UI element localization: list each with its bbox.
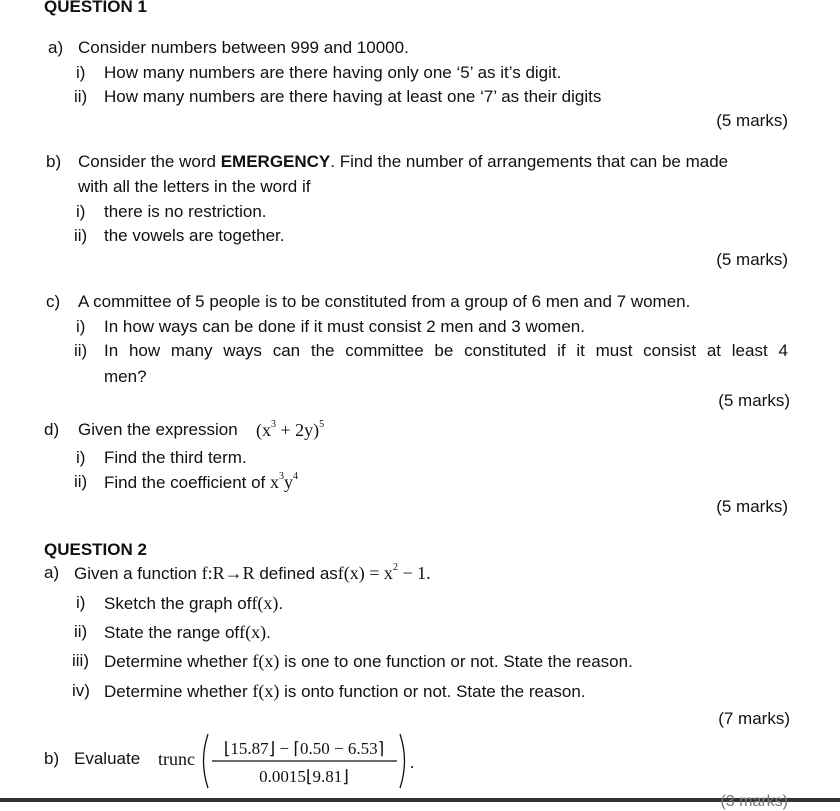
q2a-iii-words: Determine whether (104, 652, 248, 671)
q1c-ii-text (104, 341, 788, 361)
q2a-iv-text (104, 681, 586, 702)
q1d-ii-words: Find the coefficient of (104, 473, 266, 492)
q1a-i-label: i) (76, 63, 86, 82)
q2a-iv-label: iv) (72, 681, 90, 700)
q1c-ii-word: In (104, 341, 119, 360)
term-y: y (284, 472, 294, 492)
q1c-ii-word: must (595, 341, 633, 360)
q1b-text-pre: Consider the word (78, 152, 216, 171)
q1b-word: EMERGENCY (220, 152, 331, 171)
fraction-end: . (410, 753, 415, 772)
expr-mid: + 2y) (276, 420, 320, 440)
term-x-exponent: 3 (279, 471, 285, 482)
q1c-ii-word: consist (643, 341, 697, 360)
q2a-i-label: i) (76, 593, 86, 612)
q2a-i-math: f(x) (251, 593, 279, 613)
q2b-trunc: trunc (158, 749, 195, 769)
q2a-iv-end: is onto function or not. State the reason. (284, 682, 586, 701)
q1d-ii-text (104, 472, 298, 493)
q2a-text-pre: Given a function (74, 564, 197, 583)
expr-exponent-3: 3 (271, 419, 276, 430)
q1d-label: d) (44, 420, 60, 439)
q2a-function: f:R→R (201, 563, 255, 583)
q2b-fraction (198, 730, 423, 792)
q1d-ii-label: ii) (74, 472, 88, 491)
q1c-ii-word: it (576, 341, 585, 360)
q2a-ii-label: ii) (74, 622, 88, 641)
right-paren (400, 734, 405, 788)
page-bottom-rule (0, 798, 840, 802)
q2b-label: b) (44, 749, 60, 768)
q1c-ii-word: be (434, 341, 454, 360)
q2a-ii-words: State the range of (104, 623, 240, 642)
q2a-text-mid: defined as (259, 564, 338, 583)
term-x: x (270, 472, 280, 492)
q1b-ii-label: ii) (74, 226, 88, 245)
q2a-iv-words: Determine whether (104, 682, 248, 701)
q1b-text (78, 152, 728, 172)
q1d-marks: (5 marks) (716, 497, 788, 516)
q1b-i-text: there is no restriction. (104, 202, 267, 221)
q1c-label: c) (46, 292, 61, 311)
q1d-ii-term (270, 472, 298, 492)
q1a-ii-label: ii) (74, 87, 88, 106)
q1c-ii-word: ways (223, 341, 262, 360)
q2a-ii-end: . (266, 623, 271, 642)
q2a-iv-math: f(x) (252, 681, 280, 701)
fraction-denominator: 0.0015⌊9.81⌋ (259, 767, 349, 786)
q1d-i-text: Find the third term. (104, 448, 247, 467)
q1c-ii-word: constituted (464, 341, 547, 360)
q1c-ii-word: committee (345, 341, 424, 360)
expr-exponent-5: 5 (319, 419, 325, 430)
q1c-ii-word: the (310, 341, 335, 360)
q1a-ii-text: How many numbers are there having at least one ‘7’ as their digits (104, 87, 602, 106)
q1c-marks: (5 marks) (718, 391, 790, 410)
q1c-ii-label: ii) (74, 341, 88, 360)
q1b-ii-text: the vowels are together. (104, 226, 285, 245)
q1b-text-post: . Find the number of arrangements that can be made (330, 152, 729, 171)
q1c-ii-line2: men? (104, 367, 147, 386)
q1a-i-text: How many numbers are there having only one ‘5’ as it’s digit. (104, 63, 562, 82)
question-1-heading: QUESTION 1 (44, 0, 147, 16)
q2a-definition (338, 563, 431, 583)
q1a-label: a) (48, 38, 64, 57)
q2a-i-end: . (278, 594, 284, 613)
term-y-exponent: 4 (293, 471, 299, 482)
q1b-line2: with all the letters in the word if (78, 177, 311, 196)
def-rhs: − 1. (397, 563, 431, 583)
q2a-ii-text (104, 622, 271, 643)
q1b-marks: (5 marks) (716, 250, 788, 269)
q2a-i-words: Sketch the graph of (104, 594, 252, 613)
fraction-numerator: ⌊15.87⌋ − ⌈0.50 − 6.53⌉ (223, 739, 385, 758)
q2b-text: Evaluate (74, 749, 141, 768)
q1d-text: Given the expression (78, 420, 238, 439)
q1c-ii-word: if (557, 341, 566, 360)
q2a-iii-end: is one to one function or not. State the reason. (284, 652, 633, 671)
q1a-marks: (5 marks) (716, 111, 788, 130)
q1c-i-label: i) (76, 317, 86, 336)
q2a-iii-label: iii) (72, 651, 89, 670)
q1c-i-text: In how ways can be done if it must consist 2 men and 3 women. (104, 317, 585, 336)
question-2-heading: QUESTION 2 (44, 540, 147, 559)
q1d-i-label: i) (76, 448, 86, 467)
q2a-marks: (7 marks) (718, 709, 790, 728)
q2a-i-text (104, 593, 283, 614)
q1a-text: Consider numbers between 999 and 10000. (78, 38, 409, 57)
q1b-i-label: i) (76, 202, 86, 221)
q1c-ii-word: at (706, 341, 722, 360)
q1d-expression (256, 420, 324, 440)
expr-base: (x (256, 420, 271, 440)
def-exponent: 2 (392, 562, 398, 573)
q1c-ii-word: can (272, 341, 301, 360)
q2a-ii-math: f(x) (239, 622, 267, 642)
q2a-iii-math: f(x) (252, 651, 280, 671)
q1c-ii-word: least (731, 341, 768, 360)
q1c-ii-word: how (128, 341, 161, 360)
q2a-text (74, 563, 431, 584)
q2a-label: a) (44, 563, 60, 582)
q2b-marks: (3 marks) (720, 793, 788, 810)
q2a-iii-text (104, 651, 633, 672)
q1c-ii-word: 4 (778, 341, 788, 360)
left-paren (204, 734, 209, 788)
q1c-text: A committee of 5 people is to be constituted from a group of 6 men and 7 women. (78, 292, 691, 311)
q1b-label: b) (46, 152, 62, 171)
def-lhs: f(x) = x (337, 563, 393, 583)
q1c-ii-word: many (170, 341, 213, 360)
